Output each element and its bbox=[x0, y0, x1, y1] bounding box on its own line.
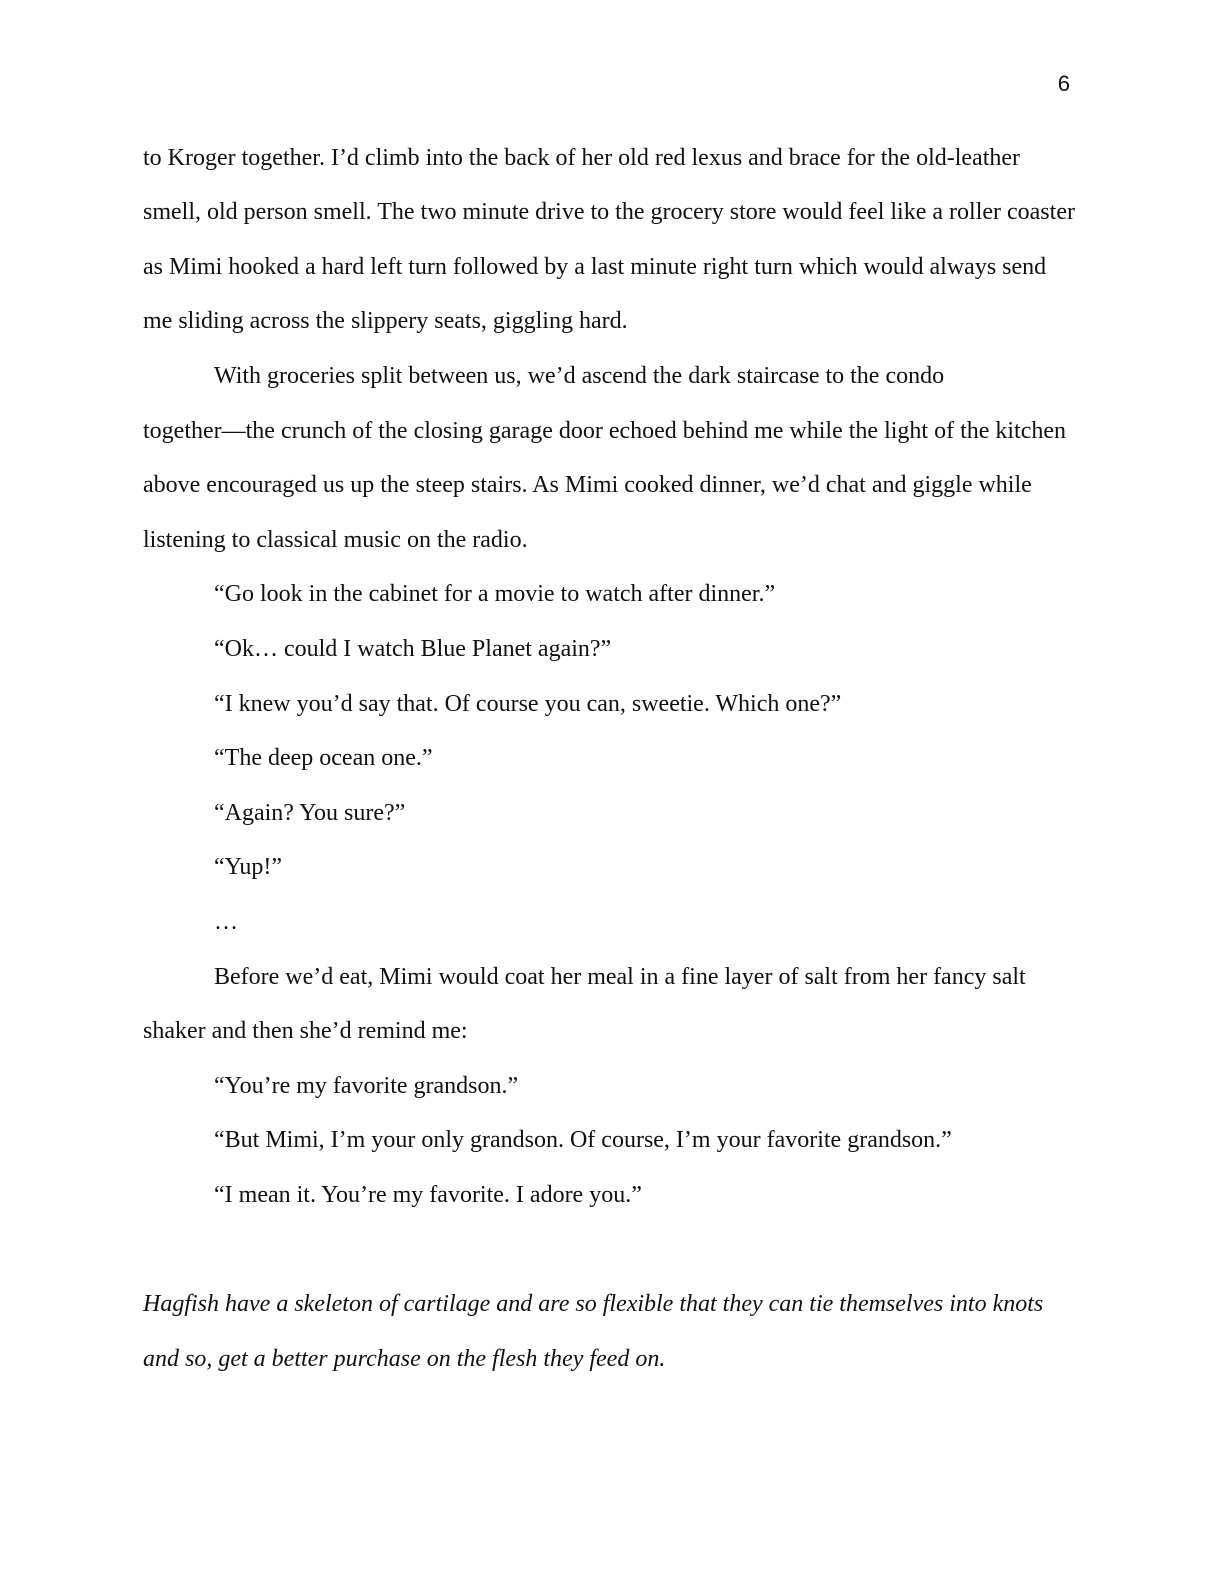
page-number: 6 bbox=[1057, 71, 1070, 96]
text-line: as Mimi hooked a hard left turn followed by a last minute right turn which would always send bbox=[143, 254, 1047, 280]
text-line: above encouraged us up the steep stairs. As Mimi cooked dinner, we’d chat and giggle while bbox=[143, 472, 1032, 498]
text-line: listening to classical music on the radio. bbox=[143, 527, 528, 553]
text-line: With groceries split between us, we’d ascend the dark staircase to the condo bbox=[214, 363, 945, 389]
text-line: me sliding across the slippery seats, giggling hard. bbox=[143, 308, 628, 334]
text-line: to Kroger together. I’d climb into the back of her old red lexus and brace for the old-leather bbox=[143, 145, 1021, 171]
text-line: smell, old person smell. The two minute drive to the grocery store would feel like a roller coaster bbox=[143, 199, 1075, 225]
italic-line: and so, get a better purchase on the flesh they feed on. bbox=[143, 1346, 666, 1372]
italic-line: Hagfish have a skeleton of cartilage and are so flexible that they can tie themselves into knots bbox=[143, 1291, 1044, 1317]
dialogue-line: “I knew you’d say that. Of course you can, sweetie. Which one?” bbox=[214, 691, 842, 717]
dialogue-line: “I mean it. You’re my favorite. I adore you.” bbox=[214, 1182, 642, 1208]
dialogue-line: “Go look in the cabinet for a movie to watch after dinner.” bbox=[214, 581, 776, 607]
dialogue-line: “The deep ocean one.” bbox=[214, 745, 433, 771]
text-line: together—the crunch of the closing garage door echoed behind me while the light of the kitchen bbox=[143, 418, 1067, 444]
dialogue-line: “Again? You sure?” bbox=[214, 800, 406, 826]
dialogue-line: “Yup!” bbox=[214, 854, 282, 880]
text-line: Before we’d eat, Mimi would coat her meal in a fine layer of salt from her fancy salt bbox=[214, 964, 1026, 990]
dialogue-line: “Ok… could I watch Blue Planet again?” bbox=[214, 636, 612, 662]
dialogue-line: “You’re my favorite grandson.” bbox=[214, 1073, 519, 1099]
ellipsis-line: … bbox=[214, 909, 238, 935]
text-line: shaker and then she’d remind me: bbox=[143, 1018, 468, 1044]
dialogue-line: “But Mimi, I’m your only grandson. Of course, I’m your favorite grandson.” bbox=[214, 1127, 952, 1153]
